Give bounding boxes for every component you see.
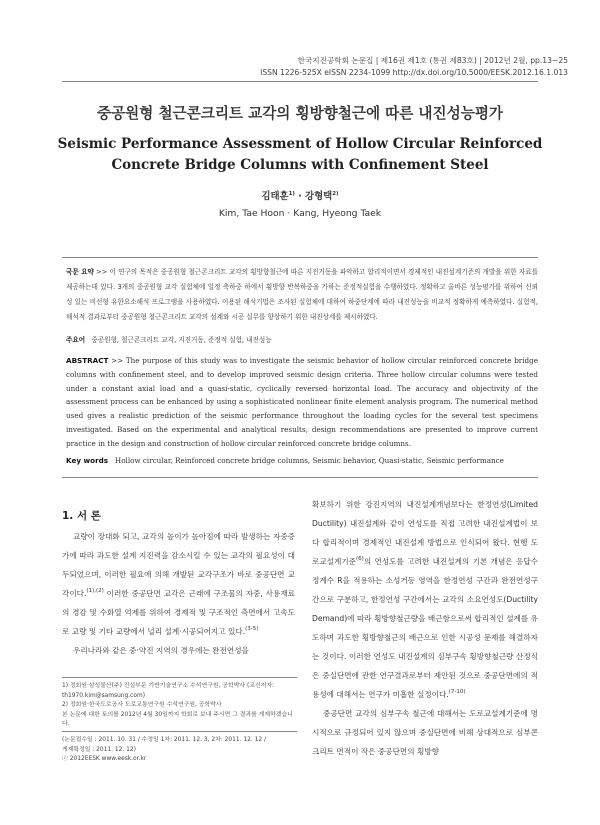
intro-p1b-text: 이러한 중공단면 교각은 근래에 구조물의 자중, 사용재료의 경감 및 수화열 억제를 위하여 경제적 및 구조적인 측면에서 고속도로 교량 및 기타 교량에서 널리 설계·시공되어지고 있다.: [62, 589, 295, 636]
author-2-affil: 2): [332, 191, 339, 197]
title-english: Seismic Performance Assessment of Hollow Circular Reinforced Concrete Bridge Columns with Confinement Steel: [57, 136, 543, 173]
authors-korean: [0, 188, 600, 202]
author-separator: ·: [294, 191, 306, 202]
keywords-korean: [66, 333, 538, 348]
body-right-column: [312, 495, 538, 761]
author-2: 강형택: [305, 191, 333, 202]
citation: (1),(2): [86, 588, 104, 594]
intro-paragraph-2-cont: [312, 495, 538, 704]
intro-p1-text: 교량이 장대화 되고, 교각의 높이가 높아짐에 따라 발생하는 자중증가에 따라 과도한 설계 지진력을 감소시킬 수 있는 교각의 필요성이 대두되었으며, 이러한 필요에 의해 개발된 교각구조가 바로 중공단면 교각이다.: [62, 532, 295, 598]
keywords-english-label: Key words: [66, 456, 109, 465]
keywords-korean-label: 주요어: [66, 336, 86, 344]
copyright: ⓒ 2012EESK www.eesk.or.kr: [62, 756, 147, 763]
footnote-2: 2) 정회원·한국도로공사 도로교통연구원 수석연구원, 공학박사: [62, 702, 222, 709]
author-1: 김태훈: [261, 191, 289, 202]
abstract-korean-label: 국문 요약: [66, 268, 94, 276]
intro-paragraph-2: 우리나라와 같은 중·약진 지역의 경우에는 완전연성을: [73, 646, 249, 655]
keywords-korean-text: 중공원형, 철근콘크리트 교각, 지진거동, 준정적 실험, 내진성능: [91, 336, 272, 344]
section-heading-introduction: 1. 서 론: [62, 510, 101, 522]
dates-line-1: (논문접수일 : 2011. 10. 31 / 수정일 1차: 2011. 12. 3, 2차: 2011. 12. 12 /: [62, 737, 267, 743]
footnotes: [62, 682, 297, 730]
submission-dates: [62, 736, 297, 765]
footnote-rule: [62, 677, 297, 678]
abstract-english-text: >> The purpose of this study was to investigate the seismic behavior of hollow circular reinforced concrete bridge columns with confinement steel, and to develop improved seismic design criteria. Three hollow circular columns were tested under a constant axial load and a quasi-static, cyclically reversed horizontal load. The accuracy and objectivity of the assessment process can be enhanced by using a sophisticated nonlinear finite element analysis program. The numerical method used gives a realistic prediction of the seismic performance throughout the loading cycles for the several test specimens investigated. Based on the experimental and analytical results, design recommendations are presented to improve current practice in the design and construction of hollow circular reinforced concrete bridge columns.: [66, 356, 538, 448]
abstract-english: [66, 354, 538, 451]
intro-r1b-text: 의 연성도를 고려한 내진설계의 기본 개념은 응답수정계수 R을 적용하는 소성거동 영역을 한정연성 구간과 완전연성구간으로 구분하고, 한정연성 구간에서는 교각의 소요연성도(Ductility Demand)에 따라 횡방향철근량을 배근함으로써 합리적인 설계를 유도하며 과도한 횡방향철근의 배근으로 인한 시공성 문제를 해결하자는 것이다. 이러한 연성도 내진설계의 심부구속 횡방향철근량 산정식은 중실단면에 관한 연구결과로부터 제안된 것으로 중공단면에의 적용성에 대해서는 연구가 미흡한 실정이다.: [312, 557, 538, 699]
footnote-discussion: 본 논문에 대한 토의를 2012년 4월 30일까지 학회로 보내 주시면 그 결과를 게재하겠습니다.: [62, 711, 293, 728]
author-1-affil: 1): [288, 191, 295, 197]
footnote-dates-rule: [62, 731, 297, 732]
abstract-bottom-rule: [62, 477, 538, 478]
title-korean: 중공원형 철근콘크리트 교각의 횡방향철근에 따른 내진성능평가: [96, 105, 504, 122]
abstract-korean-text: >> 이 연구의 목적은 중공원형 철근콘크리트 교각의 횡방향철근에 따른 지진거동을 파악하고 합리적이면서 경제적인 내진설계기준의 개발을 위한 자료를 제공하는데 있다. 3개의 중공원형 교각 실험체에 일정 축하중 하에서 횡방향 반복하중을 가하는 준정적실험을 수행하였다. 정확하고 올바른 성능평가를 위하여 신뢰성 있는 비선형 유한요소해석 프로그램을 사용하였다. 이용된 해석기법은 조사된 실험체에 대하여 하중단계에 따라 내진성능을 비교적 정확하게 예측하였다. 실험적, 해석적 결과로부터 중공원형 철근콘크리트 교각의 설계와 시공 실무를 향상하기 위한 내진상세를 제시하였다.: [66, 268, 538, 321]
keywords-english: [66, 453, 538, 468]
keywords-english-text: Hollow circular, Reinforced concrete bridge columns, Seismic behavior, Quasi-static, Seismic performance: [114, 456, 504, 465]
citation: (6): [356, 556, 364, 562]
authors-english: Kim, Tae Hoon · Kang, Hyeong Taek: [218, 208, 382, 219]
intro-paragraph-3: 중공단면 교각의 심부구속 철근에 대해서는 도로교설계기준에 명시적으로 규정되어 있지 않으며 중실단면에 비해 상대적으로 심부콘크리트 면적이 작은 중공단면의 횡방향: [312, 709, 538, 756]
body-left-column: [62, 527, 295, 660]
abstract-korean: [66, 265, 538, 325]
citation: (7-10): [448, 689, 466, 695]
abstract-top-rule: [62, 257, 538, 258]
abstract-english-label: ABSTRACT: [66, 356, 109, 365]
journal-header: 한국지진공학회 논문집 | 제16권 제1호 (통권 제83호) | 2012년 2월, pp.13~25: [297, 56, 568, 65]
footnote-1: 1) 정회원·삼성물산(주) 건설부문 기반기술연구소 수석연구원, 공학박사 (교신저자: th1970.kim@samsung.com): [62, 683, 274, 699]
dates-line-2: 게재확정일 : 2011. 12. 12): [62, 746, 136, 753]
intro-r1-text: 확보하기 위한 강진지역의 내진설계개념보다는 한정연성(Limited Ductility) 내진설계와 같이 연성도를 직접 고려한 내진설계법이 보다 합리적이며 경제적인 내진설계 방법으로 인식되어 왔다. 현행 도로교설계기준: [312, 500, 538, 566]
header-rule: [62, 81, 538, 82]
issn-doi-line: ISSN 1226-525X eISSN 2234-1099 http://dx.doi.org/10.5000/EESK.2012.16.1.013: [260, 68, 568, 77]
intro-paragraph-1: [62, 527, 295, 641]
citation: (3-5): [245, 626, 259, 632]
